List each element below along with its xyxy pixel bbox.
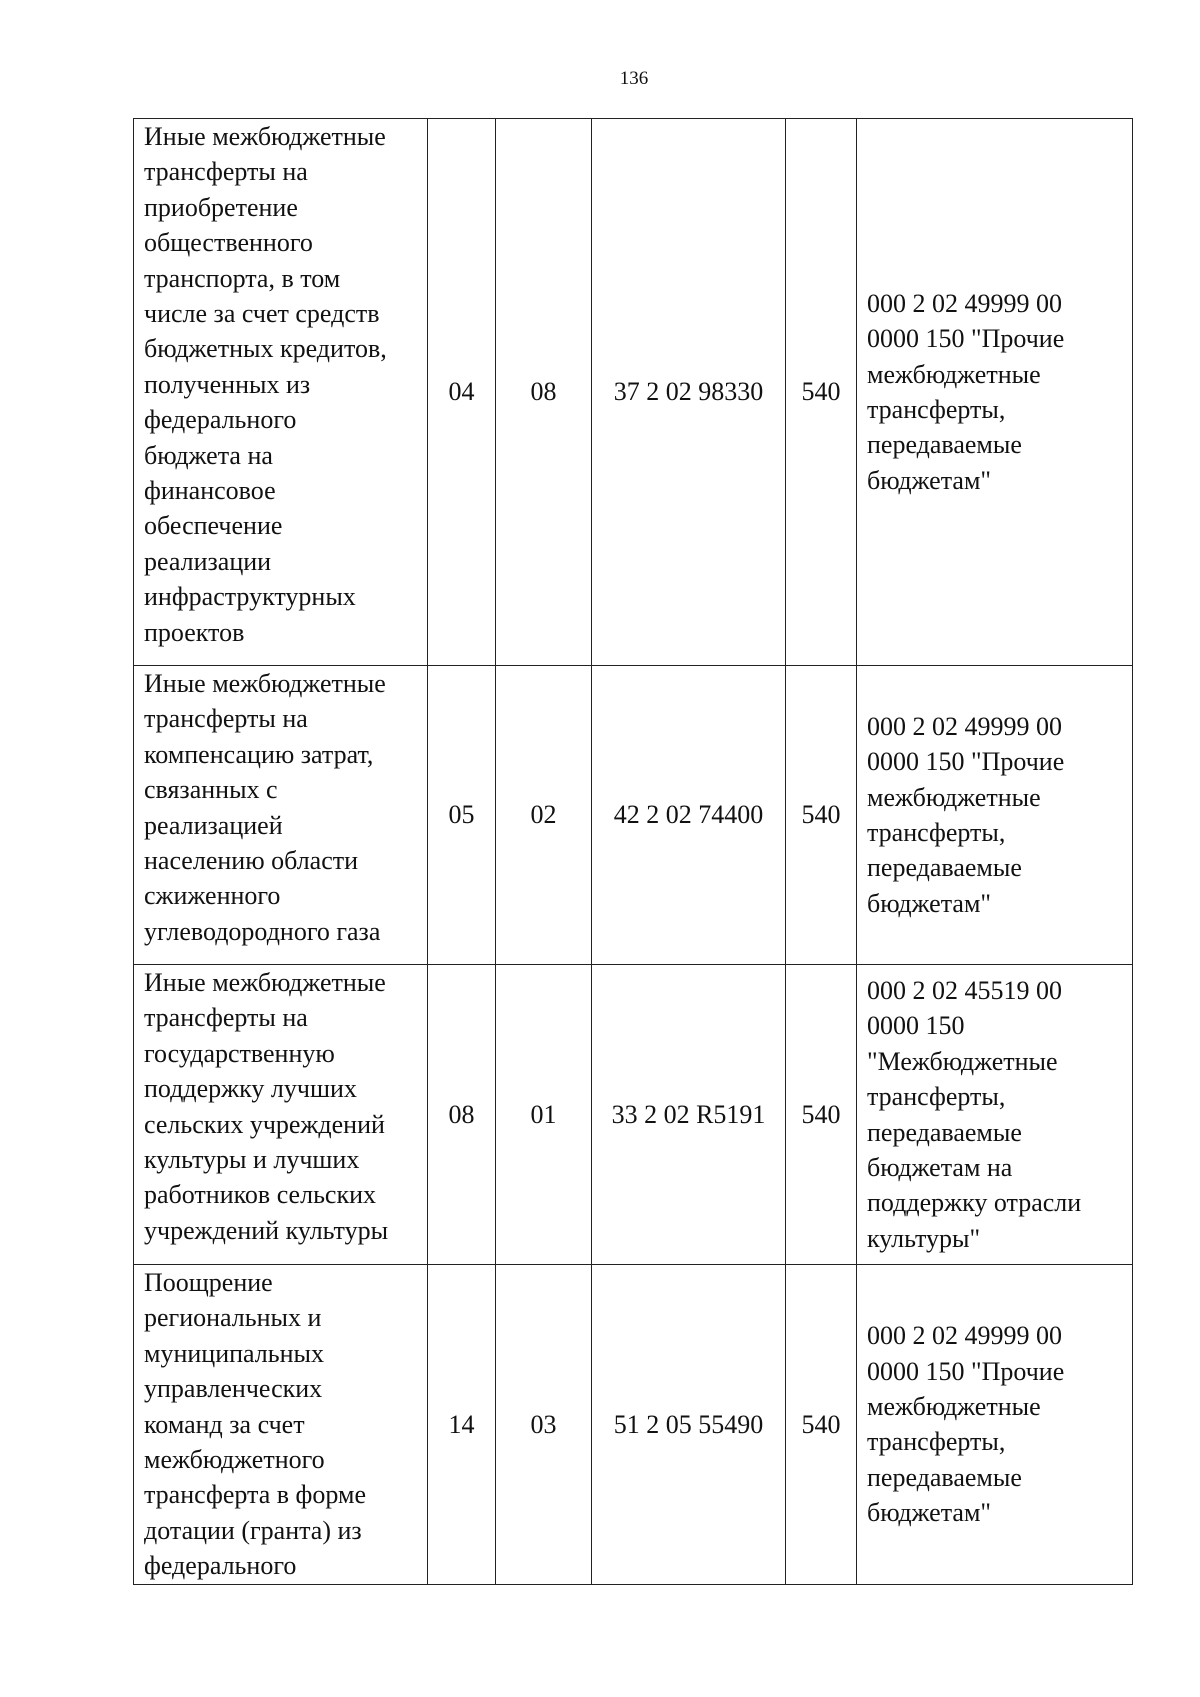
page-number: 136 bbox=[619, 68, 649, 89]
table-row bbox=[134, 666, 1133, 965]
subsection-cell: 01 bbox=[496, 965, 592, 1265]
revenue-code-cell: 000 2 02 49999 00 0000 150 "Прочие межбюджетные трансферты, передаваемые бюджетам" bbox=[857, 666, 1133, 965]
expense-type-cell: 540 bbox=[786, 965, 857, 1265]
target-article-cell: 51 2 05 55490 bbox=[592, 1265, 786, 1585]
row-name-cell: Иные межбюджетные трансферты на государственную поддержку лучших сельских учреждений культуры и лучших работников сельских учреждений культуры bbox=[134, 965, 428, 1265]
expense-type-cell: 540 bbox=[786, 119, 857, 666]
revenue-code-cell: 000 2 02 45519 00 0000 150 "Межбюджетные трансферты, передаваемые бюджетам на поддержку отрасли культуры" bbox=[857, 965, 1133, 1265]
row-name-cell: Иные межбюджетные трансферты на компенсацию затрат, связанных с реализацией населению области сжиженного углеводородного газа bbox=[134, 666, 428, 965]
subsection-cell: 03 bbox=[496, 1265, 592, 1585]
subsection-cell: 08 bbox=[496, 119, 592, 666]
row-name-cell: Поощрение региональных и муниципальных управленческих команд за счет межбюджетного трансферта в форме дотации (гранта) из федерального bbox=[134, 1265, 428, 1585]
table-row bbox=[134, 1265, 1133, 1585]
target-article-cell: 33 2 02 R5191 bbox=[592, 965, 786, 1265]
expense-type-cell: 540 bbox=[786, 1265, 857, 1585]
revenue-code-cell: 000 2 02 49999 00 0000 150 "Прочие межбюджетные трансферты, передаваемые бюджетам" bbox=[857, 119, 1133, 666]
target-article-cell: 42 2 02 74400 bbox=[592, 666, 786, 965]
budget-table bbox=[133, 118, 1133, 1585]
target-article-cell: 37 2 02 98330 bbox=[592, 119, 786, 666]
table-row bbox=[134, 119, 1133, 666]
section-cell: 14 bbox=[428, 1265, 496, 1585]
section-cell: 08 bbox=[428, 965, 496, 1265]
section-cell: 05 bbox=[428, 666, 496, 965]
revenue-code-cell: 000 2 02 49999 00 0000 150 "Прочие межбюджетные трансферты, передаваемые бюджетам" bbox=[857, 1265, 1133, 1585]
subsection-cell: 02 bbox=[496, 666, 592, 965]
table-row bbox=[134, 965, 1133, 1265]
row-name-cell: Иные межбюджетные трансферты на приобретение общественного транспорта, в том числе за счет средств бюджетных кредитов, полученных из федерального бюджета на финансовое обеспечение реализации инфраструктурных проектов bbox=[134, 119, 428, 666]
expense-type-cell: 540 bbox=[786, 666, 857, 965]
section-cell: 04 bbox=[428, 119, 496, 666]
